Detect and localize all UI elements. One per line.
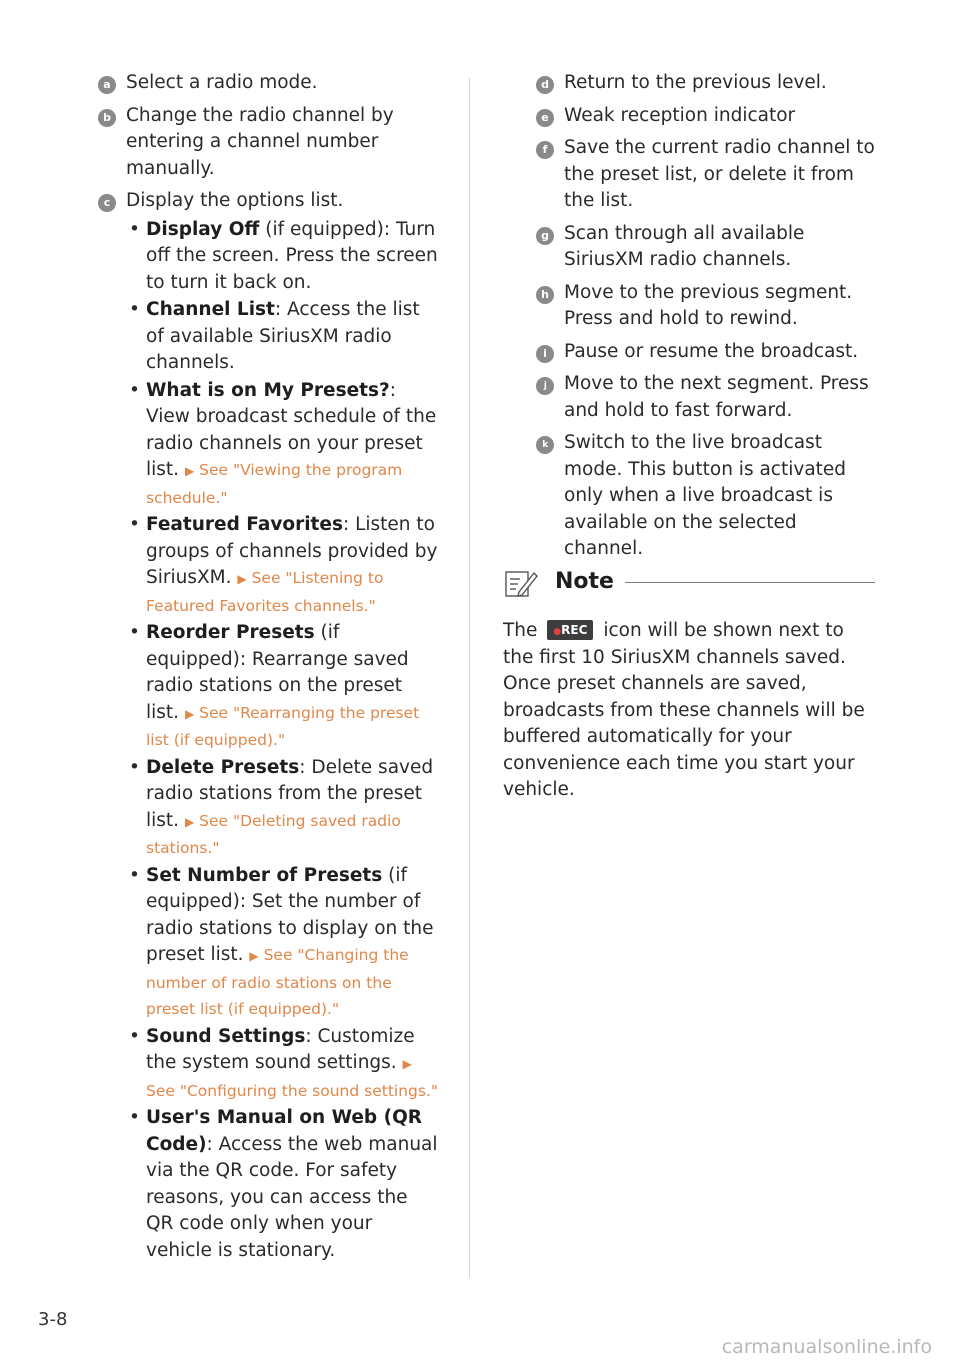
list-item <box>98 70 438 97</box>
list-item <box>98 103 438 183</box>
callout-number: i <box>536 345 554 363</box>
list-item <box>536 430 881 563</box>
cross-reference-link[interactable]: ▶ See "Rearranging the preset list (if equipped)." <box>146 703 420 749</box>
item-text: Move to the previous segment. Press and hold to rewind. <box>564 281 853 329</box>
option-text: : Listen to groups of channels provided by SiriusXM. <box>146 514 438 588</box>
note-title: Note <box>555 569 614 594</box>
cross-reference-link[interactable]: ▶ See "Changing the number of radio stations on the preset list (if equipped)." <box>146 946 409 1018</box>
callout-number: c <box>98 194 116 212</box>
note-header <box>503 566 875 604</box>
note-text: The ●REC icon will be shown next to the first 10 SiriusXM channels saved. Once preset channels are saved, broadcasts from these channels will be buffered automatically for your convenience each time you start your vehicle. <box>503 620 865 800</box>
list-item <box>536 70 881 97</box>
cross-reference-link[interactable]: ▶ See "Deleting saved radio stations." <box>146 811 401 857</box>
page-number: 3-8 <box>38 1309 68 1330</box>
note-box <box>503 566 875 804</box>
option-label: Display Off <box>146 218 260 240</box>
note-rule <box>625 582 875 583</box>
column-divider <box>469 78 470 1278</box>
watermark: carmanualsonline.info <box>721 1336 932 1358</box>
right-column <box>536 70 881 569</box>
option-item <box>126 297 438 377</box>
triangle-icon: ▶ <box>184 464 195 478</box>
option-item <box>126 217 438 297</box>
option-label: Delete Presets <box>146 756 300 778</box>
rec-badge-icon: ●REC <box>547 620 593 640</box>
option-item <box>126 755 438 862</box>
callout-number: d <box>536 76 554 94</box>
item-text: Display the options list. <box>126 190 344 211</box>
option-label: Sound Settings <box>146 1025 306 1047</box>
left-column <box>98 70 438 1270</box>
cross-reference-link[interactable]: ▶ See "Viewing the program schedule." <box>146 461 403 507</box>
options-list <box>126 217 438 1265</box>
list-item <box>98 188 438 1264</box>
option-text: (if equipped): Turn off the screen. Press the screen to turn it back on. <box>146 218 438 293</box>
item-text: Switch to the live broadcast mode. This button is activated only when a live broadcast is available on the selected channel. <box>564 432 847 559</box>
option-label: What is on My Presets? <box>146 379 390 401</box>
item-text: Return to the previous level. <box>564 72 827 93</box>
item-text: Change the radio channel by entering a channel number manually. <box>126 104 394 179</box>
option-label: User's Manual on Web (QR Code) <box>146 1107 423 1155</box>
triangle-icon: ▶ <box>184 814 195 829</box>
callout-number: e <box>536 109 554 127</box>
item-text: Move to the next segment. Press and hold to fast forward. <box>564 373 869 421</box>
triangle-icon: ▶ <box>402 1057 412 1071</box>
option-item <box>126 1105 438 1264</box>
callout-number: j <box>536 377 554 395</box>
callout-number: a <box>98 76 116 94</box>
item-text: Save the current radio channel to the preset list, or delete it from the list. <box>564 137 875 211</box>
option-label: Channel List <box>146 299 275 320</box>
option-text: : Access the web manual via the QR code. For safety reasons, you can access the QR code only when your vehicle is stationary. <box>146 1133 438 1261</box>
option-item <box>126 512 438 619</box>
list-item <box>536 221 881 274</box>
list-item <box>536 280 881 333</box>
callout-number: f <box>536 141 554 159</box>
callout-number: b <box>98 109 116 127</box>
option-item <box>126 378 438 512</box>
item-text: Select a radio mode. <box>126 72 318 93</box>
cross-reference-link[interactable]: ▶ See "Configuring the sound settings." <box>146 1057 438 1100</box>
item-text: Weak reception indicator <box>564 104 796 126</box>
list-item <box>536 103 881 130</box>
cross-reference-link[interactable]: ▶ See "Listening to Featured Favorites channels." <box>146 569 384 615</box>
triangle-icon: ▶ <box>237 572 247 586</box>
triangle-icon: ▶ <box>184 706 195 721</box>
callout-number: g <box>536 227 554 245</box>
option-item <box>126 620 438 754</box>
callout-number: k <box>536 436 554 454</box>
option-item <box>126 863 438 1023</box>
triangle-icon: ▶ <box>249 949 259 963</box>
option-text: (if equipped): Rearrange saved radio stations on the preset list. <box>146 622 409 723</box>
list-item <box>536 135 881 215</box>
option-item <box>126 1024 438 1105</box>
option-label: Featured Favorites <box>146 514 343 535</box>
note-pencil-icon <box>503 566 539 602</box>
option-text: (if equipped): Set the number of radio stations to display on the preset list. <box>146 864 434 965</box>
callout-number: h <box>536 286 554 304</box>
item-text: Pause or resume the broadcast. <box>564 340 859 362</box>
item-text: Scan through all available SiriusXM radio channels. <box>564 222 805 270</box>
option-text: : View broadcast schedule of the radio channels on your preset list. <box>146 379 437 480</box>
list-item <box>536 339 881 366</box>
option-text: : Access the list of available SiriusXM radio channels. <box>146 299 420 373</box>
option-text: : Customize the system sound settings. <box>146 1025 415 1073</box>
option-label: Set Number of Presets <box>146 864 383 886</box>
option-label: Reorder Presets <box>146 622 315 643</box>
option-text: : Delete saved radio stations from the preset list. <box>146 756 434 831</box>
list-item <box>536 371 881 424</box>
